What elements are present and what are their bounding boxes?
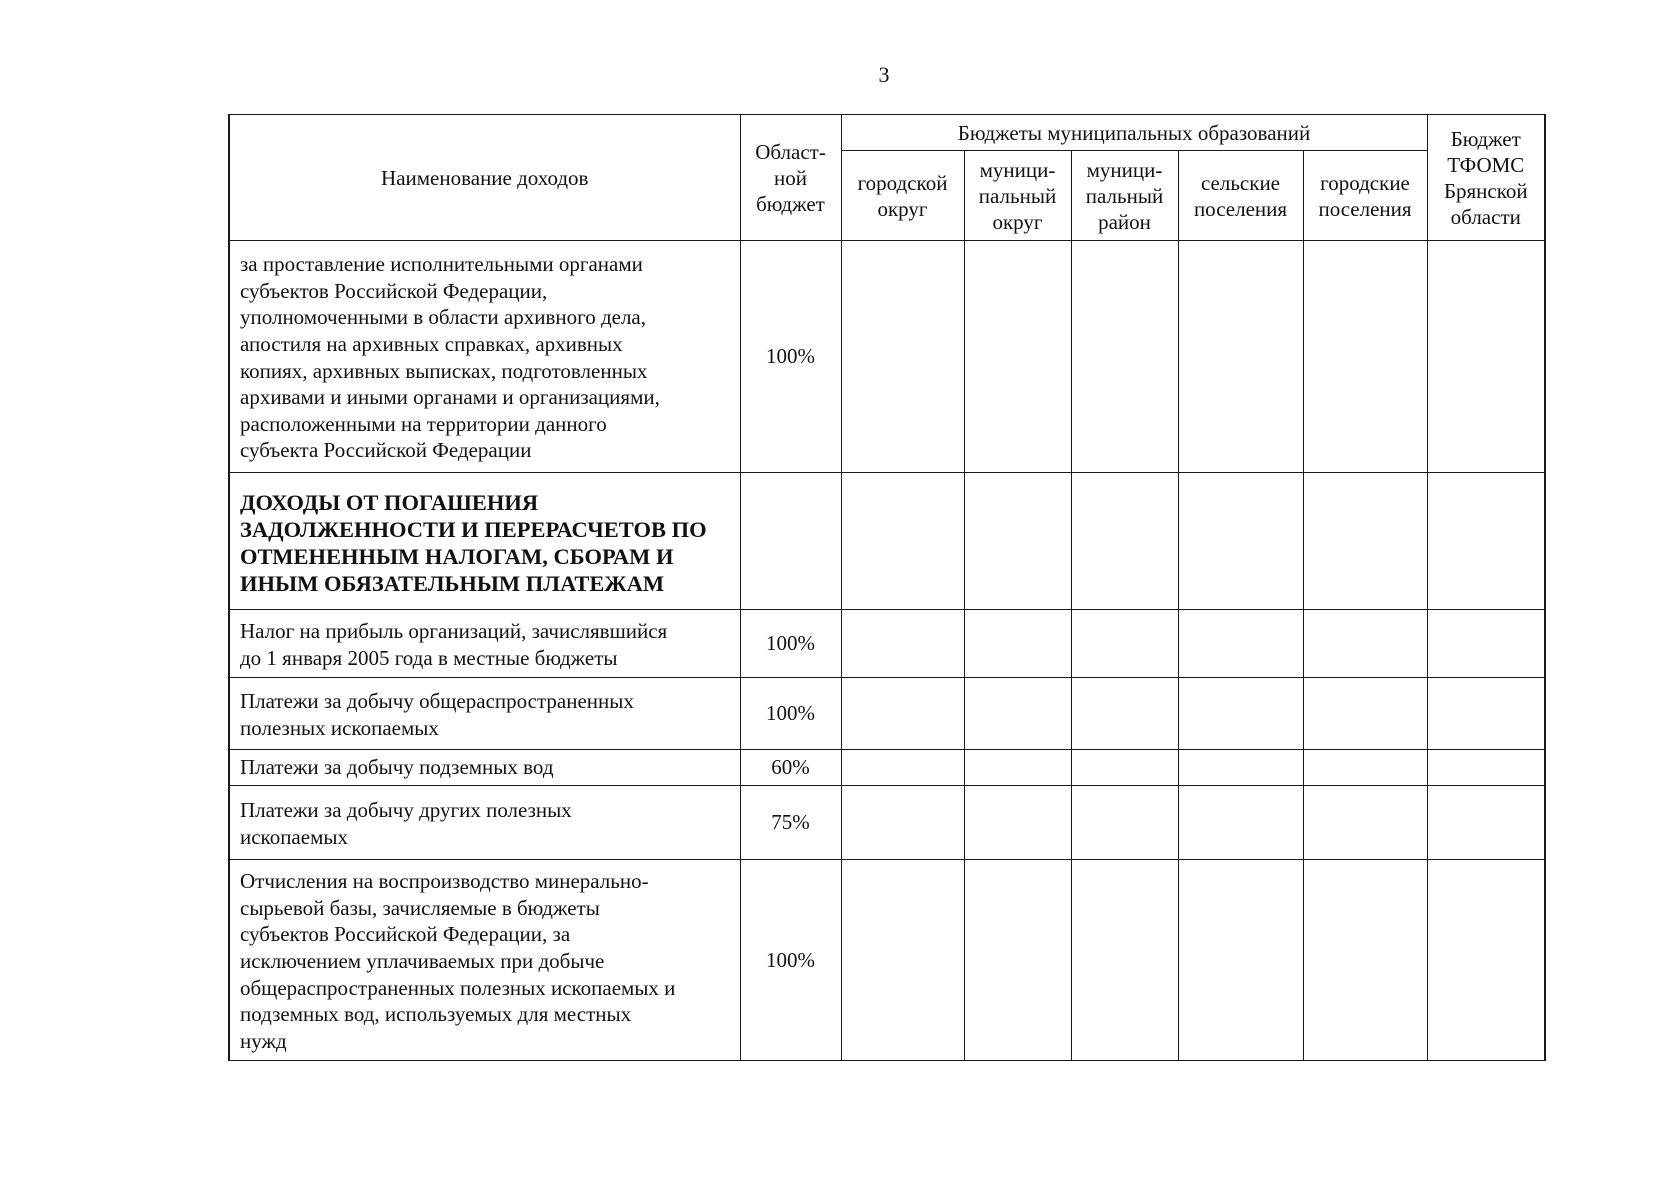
- empty-cell: [1071, 610, 1178, 678]
- empty-cell: [964, 473, 1071, 610]
- empty-cell: [1427, 750, 1545, 786]
- table-row: [229, 750, 1545, 786]
- empty-cell: [1303, 241, 1427, 473]
- table-row-section: [229, 473, 1545, 610]
- header-revenue-name: Наименование доходов: [229, 115, 740, 241]
- table-row: [229, 610, 1545, 678]
- header-regional-budget: Област- ной бюджет: [740, 115, 841, 241]
- revenue-distribution-table: [228, 114, 1546, 1061]
- header-rural-settlements: сельские поселения: [1178, 151, 1303, 241]
- empty-cell: [841, 241, 964, 473]
- empty-cell: [1178, 750, 1303, 786]
- empty-cell: [841, 610, 964, 678]
- empty-cell: [1178, 860, 1303, 1061]
- empty-cell: [1071, 241, 1178, 473]
- empty-cell: [964, 750, 1071, 786]
- empty-cell: [1427, 241, 1545, 473]
- empty-cell: [1303, 750, 1427, 786]
- empty-cell: [1303, 786, 1427, 860]
- page-number: 3: [878, 62, 890, 87]
- empty-cell: [964, 678, 1071, 750]
- revenue-name-cell: Отчисления на воспроизводство минерально- сырьевой базы, зачисляемые в бюджеты субъектов Российской Федерации, за исключением уплачиваемых при добыче общераспространенных полезных ископаемых и подземных вод, используемых для местных нужд: [229, 860, 740, 1061]
- section-heading-cell: ДОХОДЫ ОТ ПОГАШЕНИЯ ЗАДОЛЖЕННОСТИ И ПЕРЕРАСЧЕТОВ ПО ОТМЕНЕННЫМ НАЛОГАМ, СБОРАМ И ИНЫМ ОБЯЗАТЕЛЬНЫМ ПЛАТЕЖАМ: [229, 473, 740, 610]
- empty-cell: [1303, 610, 1427, 678]
- header-tfoms-budget: Бюджет ТФОМС Брянской области: [1427, 115, 1545, 241]
- empty-cell: [841, 473, 964, 610]
- empty-cell: [1178, 610, 1303, 678]
- empty-cell: [1178, 241, 1303, 473]
- regional-share-cell: 100%: [740, 241, 841, 473]
- revenue-name-cell: Платежи за добычу подземных вод: [229, 750, 740, 786]
- empty-cell: [841, 678, 964, 750]
- empty-cell: [964, 786, 1071, 860]
- empty-cell: [1178, 678, 1303, 750]
- empty-cell: [1427, 786, 1545, 860]
- empty-cell: [1071, 473, 1178, 610]
- empty-cell: [964, 860, 1071, 1061]
- table-row: [229, 786, 1545, 860]
- empty-cell: [1303, 678, 1427, 750]
- empty-cell: [841, 860, 964, 1061]
- empty-cell: [964, 610, 1071, 678]
- empty-cell: [1178, 786, 1303, 860]
- empty-cell: [1071, 750, 1178, 786]
- empty-cell: [841, 786, 964, 860]
- revenue-name-cell: за проставление исполнительными органами субъектов Российской Федерации, уполномоченными в области архивного дела, апостиля на архивных справках, архивных копиях, архивных выписках, подготовленных архивами и иными органами и организациями, расположенными на территории данного субъекта Российской Федерации: [229, 241, 740, 473]
- empty-cell: [1303, 860, 1427, 1061]
- header-city-district: городской округ: [841, 151, 964, 241]
- empty-cell: [1427, 610, 1545, 678]
- header-municipal-okrug: муници- пальный округ: [964, 151, 1071, 241]
- empty-cell: [1427, 473, 1545, 610]
- revenue-name-cell: Платежи за добычу общераспространенных полезных ископаемых: [229, 678, 740, 750]
- table-row: [229, 678, 1545, 750]
- table-row: [229, 860, 1545, 1061]
- regional-share-cell: [740, 473, 841, 610]
- regional-share-cell: 100%: [740, 860, 841, 1061]
- header-urban-settlements: городские поселения: [1303, 151, 1427, 241]
- revenue-name-cell: Платежи за добычу других полезных ископаемых: [229, 786, 740, 860]
- empty-cell: [1427, 678, 1545, 750]
- regional-share-cell: 75%: [740, 786, 841, 860]
- empty-cell: [1071, 860, 1178, 1061]
- header-municipal-budgets: Бюджеты муниципальных образований: [841, 115, 1427, 151]
- empty-cell: [1427, 860, 1545, 1061]
- empty-cell: [1303, 473, 1427, 610]
- regional-share-cell: 60%: [740, 750, 841, 786]
- revenue-name-cell: Налог на прибыль организаций, зачислявшийся до 1 января 2005 года в местные бюджеты: [229, 610, 740, 678]
- empty-cell: [1071, 786, 1178, 860]
- table-row: [229, 241, 1545, 473]
- empty-cell: [841, 750, 964, 786]
- empty-cell: [1071, 678, 1178, 750]
- regional-share-cell: 100%: [740, 610, 841, 678]
- regional-share-cell: 100%: [740, 678, 841, 750]
- empty-cell: [1178, 473, 1303, 610]
- header-municipal-rayon: муници- пальный район: [1071, 151, 1178, 241]
- empty-cell: [964, 241, 1071, 473]
